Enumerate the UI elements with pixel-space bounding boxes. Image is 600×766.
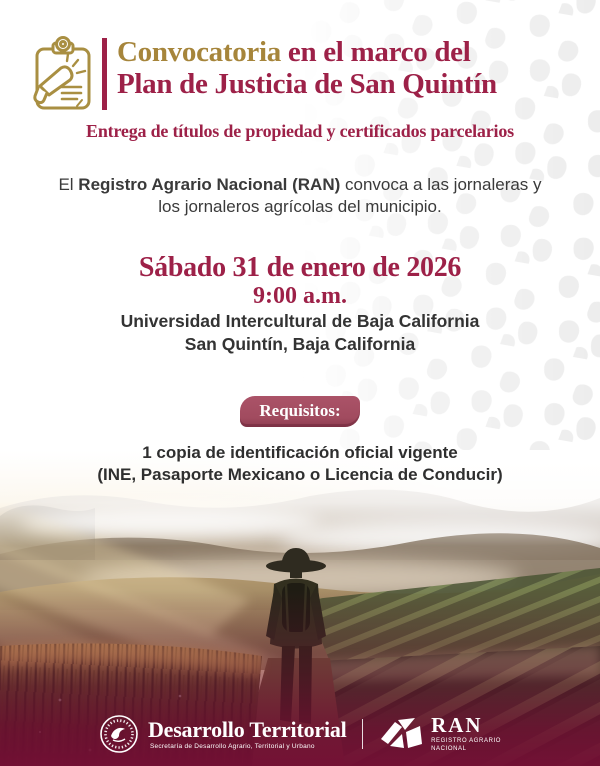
page-title <box>117 36 497 101</box>
title-line1-rest: en el marco del <box>280 36 471 68</box>
requirements-line2: (INE, Pasaporte Mexicano o Licencia de Conducir) <box>97 464 503 484</box>
intro-paragraph <box>0 174 600 218</box>
title-line2: Plan de Justicia de San Quintín <box>117 68 497 101</box>
event-time: 9:00 a.m. <box>253 282 347 309</box>
brand-name: Desarrollo Territorial <box>147 716 347 742</box>
event-details <box>0 253 600 356</box>
ran-name: RAN <box>431 713 483 737</box>
header <box>30 36 600 112</box>
ran-parcels-icon <box>378 717 424 751</box>
farmer-field-photo <box>0 450 600 766</box>
brand-subtitle: Secretaría de Desarrollo Agrario, Territorial y Urbano <box>149 742 315 750</box>
ran-subtitle: REGISTRO AGRARIO NACIONAL <box>431 738 502 752</box>
announcement-clipboard-icon <box>30 36 96 112</box>
poster-subtitle: Entrega de títulos de propiedad y certificados parcelarios <box>86 121 514 141</box>
intro-suffix: convoca a las jornaleras y <box>340 175 542 194</box>
intro-line2: los jornaleros agrícolas del municipio. <box>158 197 442 217</box>
footer-separator <box>362 719 364 749</box>
intro-bold: Registro Agrario Nacional (RAN) <box>78 175 341 194</box>
requisitos-badge: Requisitos: <box>240 396 359 427</box>
event-city: San Quintín, Baja California <box>184 334 416 355</box>
event-venue: Universidad Intercultural de Baja California <box>120 311 480 332</box>
mexico-eagle-seal-icon <box>99 714 139 754</box>
event-date: Sábado 31 de enero de 2026 <box>138 252 462 284</box>
title-divider <box>102 38 107 110</box>
title-accent: Convocatoria <box>117 36 281 68</box>
intro-prefix: El <box>58 175 79 194</box>
requirements-line1: 1 copia de identificación oficial vigente <box>142 442 458 462</box>
requirements-text <box>0 442 600 486</box>
footer <box>0 714 600 754</box>
